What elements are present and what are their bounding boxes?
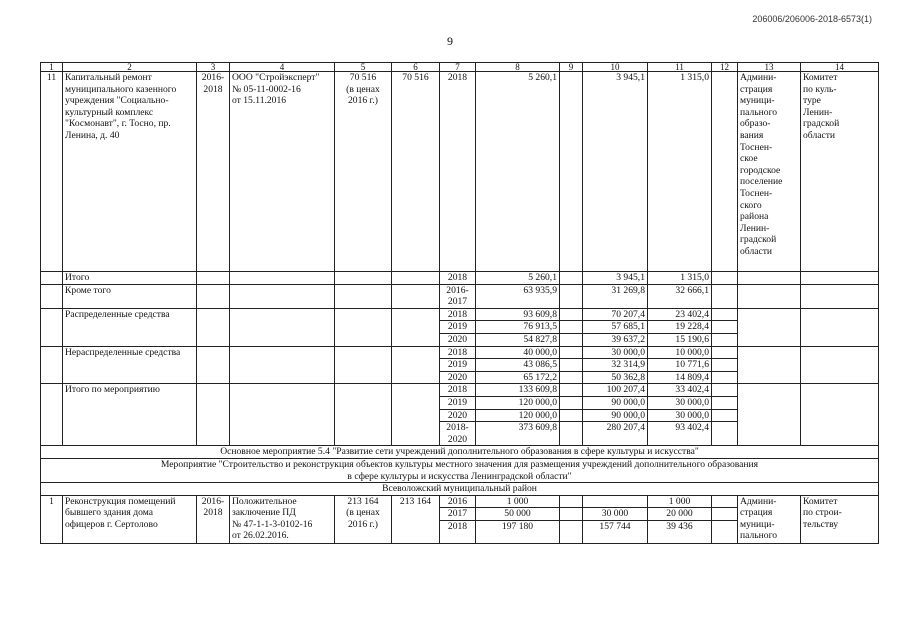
col-num: 13 xyxy=(738,63,801,72)
table-row-krome xyxy=(41,284,879,308)
row-col11: 30 000,0 xyxy=(648,396,712,409)
col-num: 3 xyxy=(197,63,230,72)
item-total: 5 260,1 xyxy=(476,72,560,272)
row-year: 2018 xyxy=(440,384,476,397)
row-total: 63 935,9 xyxy=(476,284,560,308)
row-col11: 93 402,4 xyxy=(648,422,712,446)
item-remaining: 70 516 xyxy=(392,72,440,272)
item-years: 2016- 2018 xyxy=(197,495,230,543)
row-year: 2020 xyxy=(440,409,476,422)
row-year: 2018 xyxy=(440,520,476,543)
row-total: 50 000 xyxy=(476,508,560,521)
item-col10: 3 945,1 xyxy=(583,72,648,272)
row-col11: 20 000 xyxy=(648,508,712,521)
column-number-row xyxy=(41,63,879,72)
item-number: 1 xyxy=(41,495,63,543)
row-total: 43 086,5 xyxy=(476,359,560,372)
table-row-item1 xyxy=(41,495,879,508)
item-developer: Комитет по строи- тельству xyxy=(801,495,879,543)
item-year: 2018 xyxy=(440,72,476,272)
row-total: 120 000,0 xyxy=(476,409,560,422)
row-col10: 3 945,1 xyxy=(583,272,648,285)
row-total: 40 000,0 xyxy=(476,346,560,359)
row-col11: 30 000,0 xyxy=(648,409,712,422)
row-col11: 39 436 xyxy=(648,520,712,543)
row-col10: 30 000 xyxy=(583,508,648,521)
row-col11: 10 771,6 xyxy=(648,359,712,372)
row-col10: 90 000,0 xyxy=(583,396,648,409)
row-col11: 1 315,0 xyxy=(648,272,712,285)
row-total: 54 827,8 xyxy=(476,333,560,346)
heading-main-event-row xyxy=(41,446,879,459)
row-total: 197 180 xyxy=(476,520,560,543)
table-row-item11 xyxy=(41,72,879,272)
col-num: 1 xyxy=(41,63,63,72)
row-year: 2016- 2017 xyxy=(440,284,476,308)
row-total: 373 609,8 xyxy=(476,422,560,446)
page-number: 9 xyxy=(447,34,453,48)
item-years: 2016- 2018 xyxy=(197,72,230,272)
row-col10: 50 362,8 xyxy=(583,371,648,384)
row-year: 2019 xyxy=(440,359,476,372)
row-col10: 31 269,8 xyxy=(583,284,648,308)
table-row-itogo-meropr xyxy=(41,384,879,397)
row-col10: 70 207,4 xyxy=(583,308,648,321)
row-col10: 280 207,4 xyxy=(583,422,648,446)
row-year: 2020 xyxy=(440,371,476,384)
item-developer: Комитет по куль- туре Ленин- градской области xyxy=(801,72,879,272)
row-col10: 100 207,4 xyxy=(583,384,648,397)
item-name: Реконструкция помещений бывшего здания дома офицеров г. Сертолово xyxy=(63,495,197,543)
row-col11: 32 666,1 xyxy=(648,284,712,308)
row-col10: 32 314,9 xyxy=(583,359,648,372)
item-cost: 213 164 (в ценах 2016 г.) xyxy=(335,495,392,543)
row-col11: 10 000,0 xyxy=(648,346,712,359)
row-year: 2020 xyxy=(440,333,476,346)
row-year: 2018 xyxy=(440,346,476,359)
row-total: 120 000,0 xyxy=(476,396,560,409)
item-col11: 1 315,0 xyxy=(648,72,712,272)
row-col11: 14 809,4 xyxy=(648,371,712,384)
col-num: 12 xyxy=(712,63,738,72)
row-col11: 23 402,4 xyxy=(648,308,712,321)
table-row-raspred xyxy=(41,308,879,321)
col-num: 5 xyxy=(335,63,392,72)
row-total: 76 913,5 xyxy=(476,321,560,334)
row-total: 1 000 xyxy=(476,495,560,508)
item-col9 xyxy=(560,72,583,272)
item-customer: Админи- страция муници- пального xyxy=(738,495,801,543)
row-col10: 39 637,2 xyxy=(583,333,648,346)
row-label: Итого xyxy=(63,272,197,285)
row-year: 2019 xyxy=(440,321,476,334)
row-label: Распределенные средства xyxy=(63,308,197,346)
row-col10 xyxy=(583,495,648,508)
item-number: 11 xyxy=(41,72,63,272)
col-num: 6 xyxy=(392,63,440,72)
item-remaining: 213 164 xyxy=(392,495,440,543)
row-label: Кроме того xyxy=(63,284,197,308)
row-total: 5 260,1 xyxy=(476,272,560,285)
col-num: 4 xyxy=(230,63,335,72)
document-id: 206006/206006-2018-6573(1) xyxy=(752,14,872,24)
row-year: 2017 xyxy=(440,508,476,521)
row-col10: 90 000,0 xyxy=(583,409,648,422)
heading-event-row xyxy=(41,458,879,482)
col-num: 2 xyxy=(63,63,197,72)
main-event-heading: Основное мероприятие 5.4 "Развитие сети учреждений дополнительного образования в сфере культуры и искусства" xyxy=(41,446,879,459)
col-num: 9 xyxy=(560,63,583,72)
item-col12 xyxy=(712,72,738,272)
row-col11: 33 402,4 xyxy=(648,384,712,397)
row-year: 2019 xyxy=(440,396,476,409)
row-col11: 15 190,6 xyxy=(648,333,712,346)
row-year: 2018 xyxy=(440,272,476,285)
item-cost: 70 516 (в ценах 2016 г.) xyxy=(335,72,392,272)
col-num: 8 xyxy=(476,63,560,72)
item-document: ООО "Стройэксперт" № 05-11-0002-16 от 15.11.2016 xyxy=(230,72,335,272)
table-row-itogo xyxy=(41,272,879,285)
item-customer: Админи- страция муници- пального образо- вания Тоснен- ское городское поселение Тоснен- ского района Ленин- градской области xyxy=(738,72,801,272)
row-year: 2018- 2020 xyxy=(440,422,476,446)
row-total: 133 609,8 xyxy=(476,384,560,397)
row-total: 65 172,2 xyxy=(476,371,560,384)
heading-district-row xyxy=(41,483,879,496)
table-row-neraspred xyxy=(41,346,879,359)
col-num: 11 xyxy=(648,63,712,72)
row-label: Итого по мероприятию xyxy=(63,384,197,446)
district-heading: Всеволожский муниципальный район xyxy=(41,483,879,496)
row-col11: 19 228,4 xyxy=(648,321,712,334)
item-document: Положительное заключение ПД № 47-1-1-3-0102-16 от 26.02.2016. xyxy=(230,495,335,543)
col-num: 14 xyxy=(801,63,879,72)
row-year: 2018 xyxy=(440,308,476,321)
row-col11: 1 000 xyxy=(648,495,712,508)
program-table xyxy=(40,62,879,544)
row-label: Нераспределенные средства xyxy=(63,346,197,384)
event-heading: Мероприятие "Строительство и реконструкция объектов культуры местного значения для размещения учреждений дополнительного образования в сфере культуры и искусства Ленинградской области" xyxy=(41,458,879,482)
col-num: 7 xyxy=(440,63,476,72)
row-year: 2016 xyxy=(440,495,476,508)
row-total: 93 609,8 xyxy=(476,308,560,321)
row-col10: 30 000,0 xyxy=(583,346,648,359)
item-name: Капитальный ремонт муниципального казенного учреждения "Социально-культурный комплекс "Космонавт", г. Тосно, пр. Ленина, д. 40 xyxy=(63,72,197,272)
row-col10: 157 744 xyxy=(583,520,648,543)
col-num: 10 xyxy=(583,63,648,72)
row-col10: 57 685,1 xyxy=(583,321,648,334)
